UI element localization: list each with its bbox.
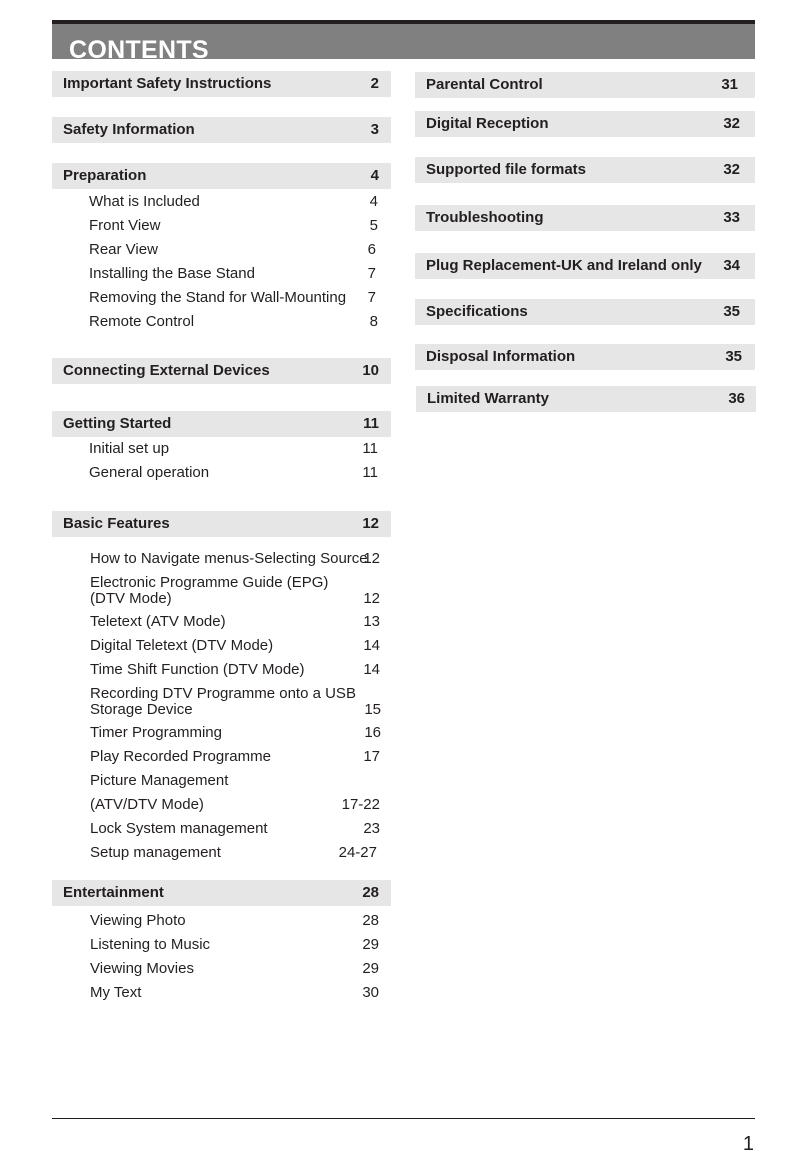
section-page: 34 — [723, 257, 740, 274]
toc-section-limited-warranty[interactable] — [416, 386, 756, 412]
section-page: 12 — [362, 515, 379, 532]
section-page: 35 — [723, 303, 740, 320]
section-label: Limited Warranty — [427, 390, 549, 407]
section-page: 36 — [728, 390, 745, 407]
toc-section-parental-control[interactable] — [415, 72, 755, 98]
page-title: CONTENTS — [69, 36, 209, 59]
section-page: 10 — [362, 362, 379, 379]
toc-section-connecting-external-devices[interactable] — [52, 358, 391, 384]
section-label: Supported file formats — [426, 161, 587, 178]
toc-section-troubleshooting[interactable] — [415, 205, 755, 231]
section-page: 3 — [370, 121, 379, 138]
section-page: 35 — [725, 348, 742, 365]
section-label: Parental Control — [426, 76, 543, 93]
section-page: 11 — [363, 415, 379, 432]
section-page: 32 — [723, 161, 740, 178]
toc-section-supported-file-formats[interactable] — [415, 157, 755, 183]
toc-section-safety-information[interactable] — [52, 117, 391, 143]
section-label: Specifications — [426, 303, 528, 320]
toc-item[interactable]: Recording DTV Programme onto a USB Storage Device 15 — [90, 685, 381, 718]
section-label: Plug Replacement-UK and Ireland only — [426, 257, 702, 274]
toc-section-preparation[interactable] — [52, 163, 391, 189]
title-bar — [52, 24, 755, 59]
section-page: 28 — [362, 884, 379, 901]
section-page: 33 — [723, 209, 740, 226]
toc-section-disposal-information[interactable] — [415, 344, 755, 370]
toc-section-digital-reception[interactable] — [415, 111, 755, 137]
toc-section-specifications[interactable] — [415, 299, 755, 325]
section-page: 4 — [370, 167, 379, 184]
section-label: Disposal Information — [426, 348, 576, 365]
toc-section-basic-features[interactable] — [52, 511, 391, 537]
toc-section-entertainment[interactable] — [52, 880, 391, 906]
section-label: Entertainment — [63, 884, 164, 901]
section-page: 32 — [723, 115, 740, 132]
section-page: 2 — [370, 75, 379, 92]
section-page: 31 — [721, 76, 738, 93]
bottom-rule — [52, 1118, 755, 1119]
page-number: 1 — [742, 1133, 754, 1155]
section-label: Connecting External Devices — [63, 362, 270, 379]
section-label: Getting Started — [63, 415, 172, 432]
section-label: Basic Features — [63, 515, 170, 532]
section-label: Safety Information — [63, 121, 195, 138]
section-label: Preparation — [63, 167, 147, 184]
toc-section-plug-replacement[interactable] — [415, 253, 755, 279]
toc-section-important-safety[interactable] — [52, 71, 391, 97]
toc-section-getting-started[interactable] — [52, 411, 391, 437]
section-label: Important Safety Instructions — [63, 75, 272, 92]
section-label: Digital Reception — [426, 115, 549, 132]
section-label: Troubleshooting — [426, 209, 544, 226]
toc-item[interactable]: Electronic Programme Guide (EPG) (DTV Mode) 12 — [90, 574, 380, 607]
